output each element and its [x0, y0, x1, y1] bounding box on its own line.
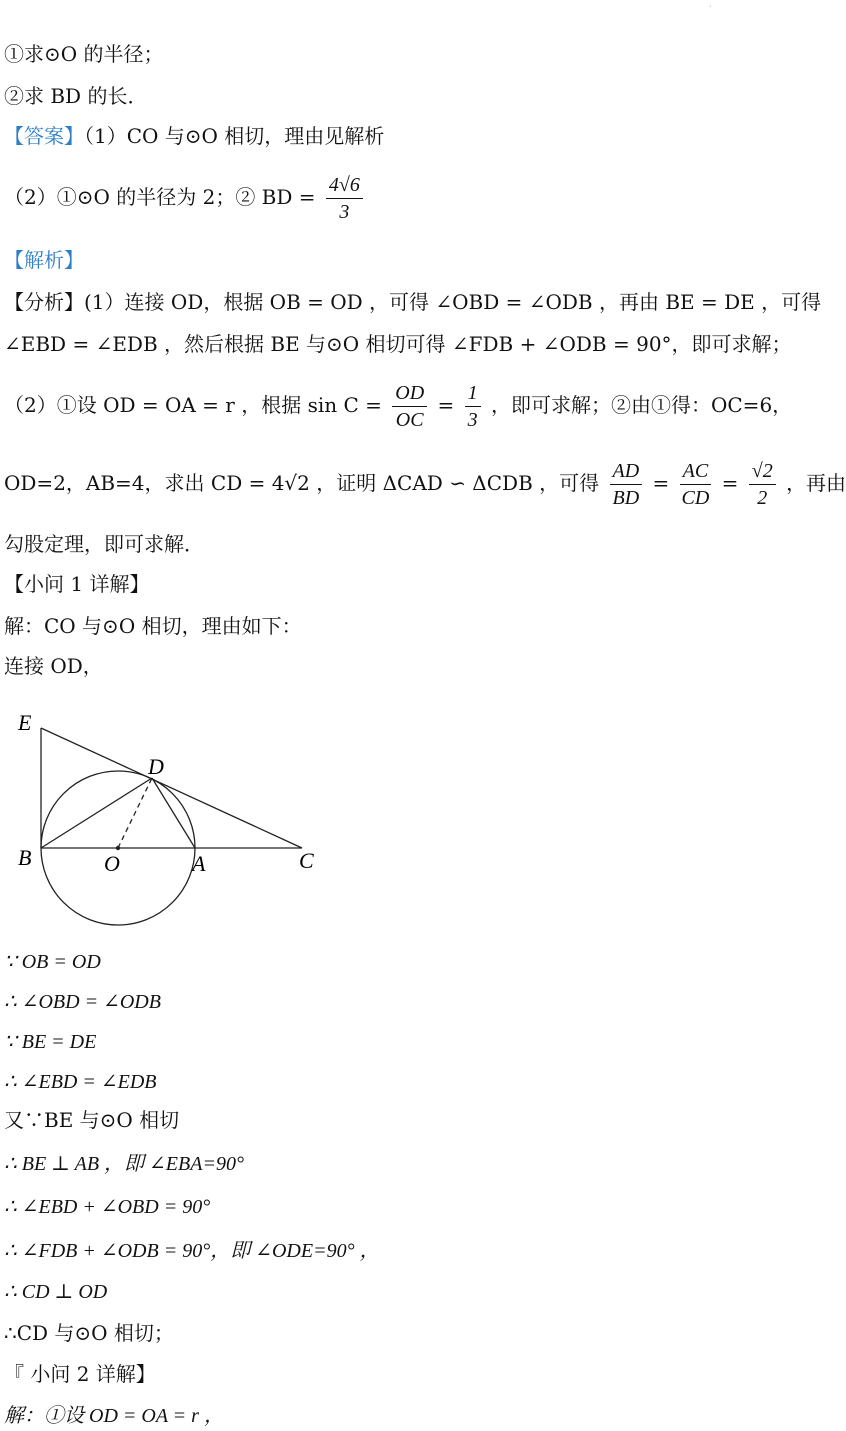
ac-cd-fraction: [680, 458, 712, 511]
proof-line-3: ∵ BE = DE: [4, 1031, 97, 1053]
answer-1: （1）CO 与⊙O 相切，理由见解析: [84, 124, 385, 148]
label-d: D: [148, 754, 164, 779]
equals-sign: =: [437, 393, 455, 417]
fraction-denominator: CD: [681, 487, 710, 509]
proof-line-4: ∴ ∠EBD = ∠EDB: [4, 1071, 157, 1093]
one-third-fraction: [465, 380, 481, 433]
page-mark: ·: [709, 2, 712, 11]
analysis-line-1: 【分析】(1）连接 OD，根据 OB = OD ，可得 ∠OBD = ∠ODB ，再由 BE = DE ，可得: [4, 290, 822, 314]
root2-half-fraction: [749, 458, 776, 511]
question-1: ①求⊙O 的半径；: [4, 42, 164, 66]
fraction-denominator: OC: [395, 409, 424, 431]
line-ec: [41, 728, 302, 848]
fraction-numerator: 4√6: [326, 172, 363, 199]
fraction-numerator: AD: [610, 458, 643, 485]
fraction-numerator: 1: [465, 380, 481, 407]
answer-2-fraction: [326, 172, 363, 225]
proof-line-8: ∴ ∠FDB + ∠ODB = 90°，即 ∠ODE=90° ，: [4, 1240, 380, 1262]
proof-line-10: ∴CD 与⊙O 相切；: [4, 1321, 174, 1345]
analysis-line-4: [4, 458, 846, 511]
label-o: O: [104, 851, 120, 876]
analysis-line-5: 勾股定理，即可求解．: [4, 532, 204, 556]
analysis-4-post: ，再由: [786, 471, 846, 495]
fraction-numerator: OD: [392, 380, 427, 407]
analysis-line-3: [4, 380, 792, 433]
analysis-4-pre: OD=2，AB=4，求出 CD = 4√2 ，证明 ΔCAD ∽ ΔCDB ，可得: [4, 471, 600, 495]
analysis-3-post: ，即可求解；②由①得：OC=6，: [490, 393, 793, 417]
question-2: ②求 BD 的长．: [4, 84, 148, 108]
analysis-3-pre: （2）①设 OD = OA = r ，根据 sin C =: [4, 393, 382, 417]
proof-line-6: ∴ BE ⊥ AB ，即 ∠EBA=90°: [4, 1153, 244, 1175]
proof-line-5: 又∵BE 与⊙O 相切: [4, 1108, 180, 1132]
sin-fraction: [392, 380, 427, 433]
answer-tag: 【答案】: [4, 124, 84, 148]
label-c: C: [299, 848, 314, 873]
solution-line-1: 解：CO 与⊙O 相切，理由如下：: [4, 614, 302, 638]
answer-line-2: [4, 172, 367, 225]
proof-line-7: ∴ ∠EBD + ∠OBD = 90°: [4, 1196, 211, 1218]
fraction-numerator: √2: [749, 458, 776, 485]
fraction-denominator: 2: [757, 487, 768, 509]
center-point-o: [116, 846, 120, 850]
sub-question-2-heading: 『 小问 2 详解】: [4, 1362, 156, 1386]
proof-line-2: ∴ ∠OBD = ∠ODB: [4, 991, 161, 1013]
analysis-line-2: ∠EBD = ∠EDB ，然后根据 BE 与⊙O 相切可得 ∠FDB + ∠ODB = 90°，即可求解；: [4, 332, 792, 356]
ad-bd-fraction: [610, 458, 643, 511]
solution-2-line-1: 解：①设 OD = OA = r ，: [4, 1405, 224, 1427]
sub-question-1-heading: 【小问 1 详解】: [4, 572, 150, 596]
fraction-denominator: 3: [339, 201, 350, 223]
fraction-numerator: AC: [680, 458, 712, 485]
fraction-denominator: 3: [467, 409, 478, 431]
geometry-figure: [6, 708, 336, 930]
answer-line-1: [4, 122, 384, 150]
analysis-tag: 【解析】: [4, 248, 84, 272]
label-e: E: [18, 710, 32, 735]
equals-sign: =: [721, 471, 739, 495]
proof-line-1: ∵ OB = OD: [4, 951, 101, 973]
label-a: A: [192, 851, 206, 876]
equals-sign: =: [652, 471, 670, 495]
answer-2-text: （2）①⊙O 的半径为 2；② BD =: [4, 185, 316, 209]
solution-line-2: 连接 OD，: [4, 654, 103, 678]
proof-line-9: ∴ CD ⊥ OD: [4, 1281, 108, 1303]
label-b: B: [18, 845, 32, 870]
fraction-denominator: BD: [612, 487, 640, 509]
